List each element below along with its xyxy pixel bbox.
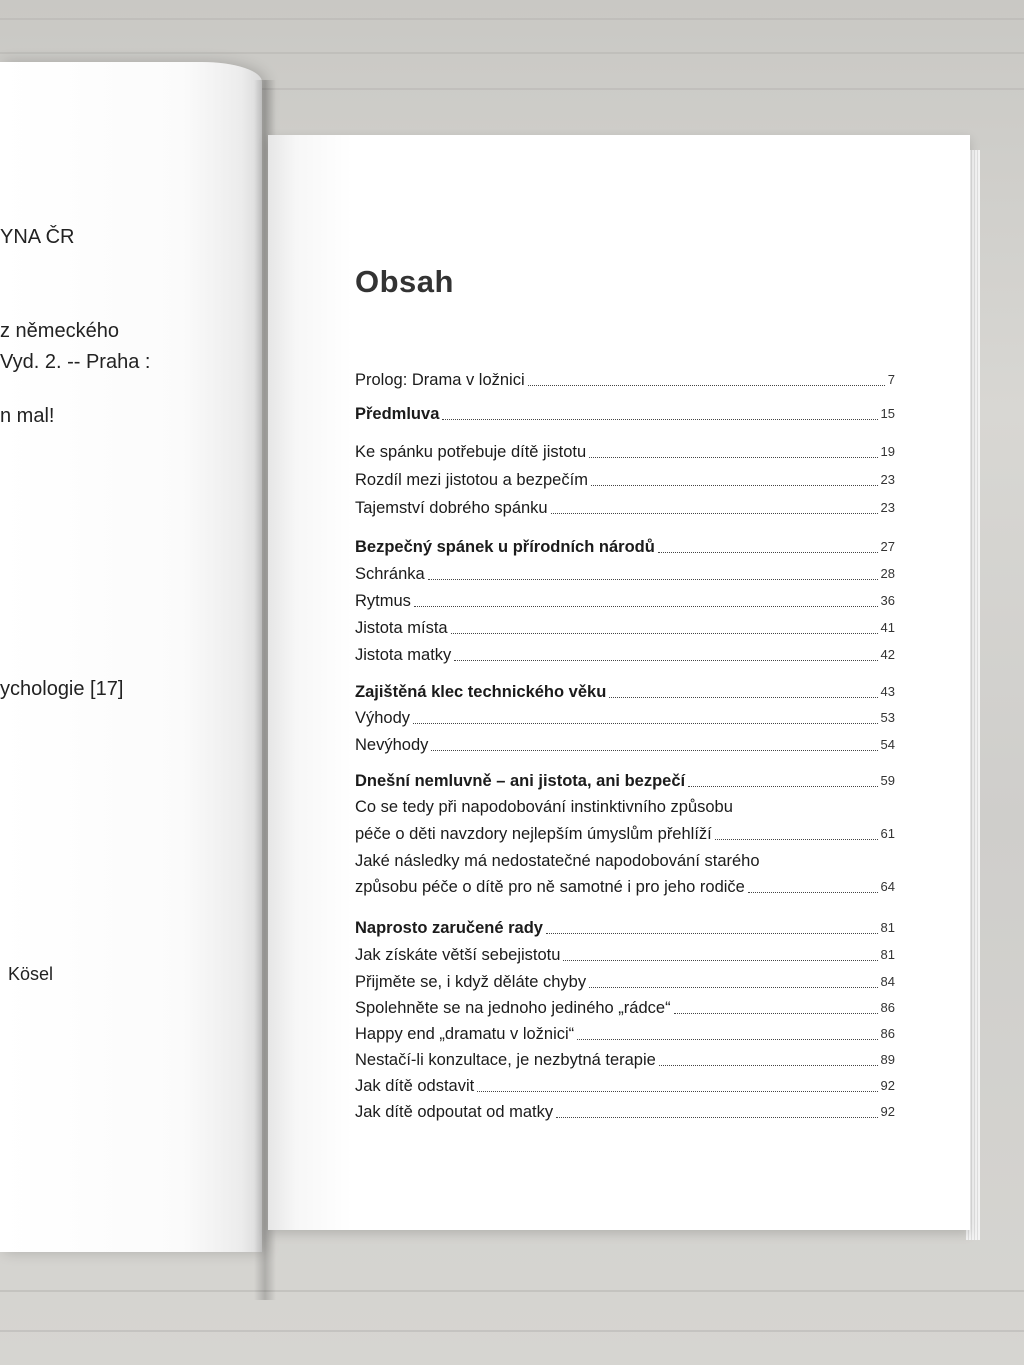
toc-leader-dots [659,1064,878,1066]
toc-leader-dots [551,512,878,514]
toc-entry [355,1050,895,1070]
toc-entry-label: péče o děti navzdory nejlepším úmyslům přehlíží [355,825,712,843]
toc-entry-label: Předmluva [355,405,440,423]
toc-title: Obsah [355,264,454,299]
table-grain [0,52,1024,54]
toc-entry-page: 19 [880,444,895,459]
toc-entry-label: způsobu péče o dítě pro ně samotné i pro jeho rodiče [355,878,745,896]
toc-entry-label: Jistota místa [355,619,448,637]
toc-entry-label: Nestačí-li konzultace, je nezbytná terapie [355,1051,656,1069]
left-page-line: Vyd. 2. -- Praha : [0,351,151,373]
toc-entry-page: 64 [880,879,895,894]
toc-entry-page: 92 [880,1104,895,1119]
left-page-line: Kösel [8,964,54,984]
table-grain [0,1290,1024,1292]
toc-entry-page: 84 [880,974,895,989]
toc-entry [355,1024,895,1044]
toc-leader-dots [556,1116,877,1118]
toc-leader-dots [428,578,878,580]
toc-entry [355,682,895,702]
toc-entry [355,618,895,638]
toc-leader-dots [658,551,878,553]
toc-leader-dots [748,891,878,893]
toc-entry-label: Jak dítě odstavit [355,1077,475,1095]
toc-entry-page: 23 [880,472,895,487]
toc-entry [355,645,895,665]
toc-entry [355,404,895,424]
toc-leader-dots [591,484,878,486]
toc-entry [355,537,895,557]
toc-entry-page: 89 [880,1052,895,1067]
toc-entry [355,370,895,390]
toc-entry-label: Jak dítě odpoutat od matky [355,1103,554,1121]
toc-leader-dots [589,456,877,458]
toc-leader-dots [477,1090,877,1092]
toc-entry [355,945,895,965]
toc-leader-dots [577,1038,877,1040]
toc-entry-label: Dnešní nemluvně – ani jistota, ani bezpečí [355,772,686,790]
toc-entry [355,972,895,992]
toc-entry [355,918,895,938]
toc-entry-label-line1: Jaké následky má nedostatečné napodobování starého [355,852,760,870]
toc-entry [355,1102,895,1122]
toc-entry [355,591,895,611]
toc-entry-page: 42 [880,647,895,662]
toc-leader-dots [451,632,878,634]
left-page-line: n mal! [0,405,55,427]
toc-entry [355,824,895,844]
toc-entry [355,1076,895,1096]
toc-entry [355,797,895,817]
toc-entry-page: 59 [880,773,895,788]
toc-entry-label: Spolehněte se na jednoho jediného „rádce“ [355,999,671,1017]
toc-leader-dots [546,932,878,934]
toc-entry-page: 86 [880,1000,895,1015]
toc-leader-dots [442,418,877,420]
toc-entry-page: 43 [880,684,895,699]
toc-entry-label: Jistota matky [355,646,452,664]
toc-leader-dots [454,659,877,661]
toc-entry-page: 23 [880,500,895,515]
toc-entry-label: Naprosto zaručené rady [355,919,543,937]
toc-entry-label: Výhody [355,709,411,727]
toc-entry [355,998,895,1018]
toc-entry-page: 53 [880,710,895,725]
toc-entry [355,735,895,755]
toc-entry-label: Zajištěná klec technického věku [355,683,607,701]
toc-leader-dots [528,384,885,386]
toc-leader-dots [563,959,877,961]
toc-entry-label: Prolog: Drama v ložnici [355,371,525,389]
left-page-line: ychologie [17] [0,678,124,700]
toc-entry-page: 27 [880,539,895,554]
toc-entry-page: 28 [880,566,895,581]
toc-entry-label: Přijměte se, i když děláte chyby [355,973,587,991]
toc-leader-dots [431,749,877,751]
toc-entry-page: 81 [880,920,895,935]
toc-entry [355,771,895,791]
toc-entry [355,877,895,897]
toc-entry-label: Happy end „dramatu v ložnici“ [355,1025,575,1043]
toc-entry-label: Bezpečný spánek u přírodních národů [355,538,655,556]
toc-entry [355,498,895,518]
toc-entry-label: Rozdíl mezi jistotou a bezpečím [355,471,588,489]
toc-entry [355,708,895,728]
toc-entry-label: Nevýhody [355,736,429,754]
toc-entry-page: 15 [880,406,895,421]
toc-entry-page: 61 [880,826,895,841]
toc-entry [355,442,895,462]
toc-leader-dots [715,838,878,840]
toc-entry-label: Jak získáte větší sebejistotu [355,946,561,964]
table-grain [0,1330,1024,1332]
left-page-line: YNA ČR [0,226,75,248]
left-page [0,62,262,1252]
toc-leader-dots [674,1012,878,1014]
toc-entry-label: Ke spánku potřebuje dítě jistotu [355,443,587,461]
toc-entry-label-line1: Co se tedy při napodobování instinktivního způsobu [355,798,733,816]
left-page-line: z německého [0,320,119,342]
toc-leader-dots [688,785,877,787]
toc-entry-page: 54 [880,737,895,752]
toc-entry [355,470,895,490]
toc-leader-dots [609,696,877,698]
toc-entry-label: Rytmus [355,592,411,610]
toc-entry-page: 92 [880,1078,895,1093]
toc-entry-page: 41 [880,620,895,635]
toc-entry-page: 7 [887,372,895,387]
table-grain [0,18,1024,20]
toc-entry-label: Tajemství dobrého spánku [355,499,548,517]
toc-entry [355,851,895,871]
toc-leader-dots [413,722,877,724]
toc-entry [355,564,895,584]
toc-leader-dots [414,605,878,607]
toc-entry-label: Schránka [355,565,425,583]
toc-entry-page: 86 [880,1026,895,1041]
toc-leader-dots [589,986,877,988]
toc-entry-page: 36 [880,593,895,608]
toc-entry-page: 81 [880,947,895,962]
